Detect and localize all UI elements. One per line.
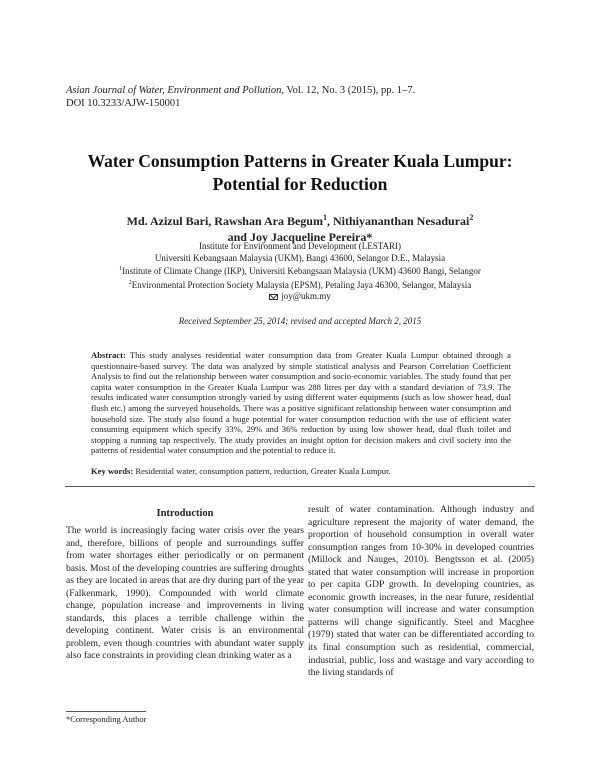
footnote-divider [66,711,146,712]
doi: DOI 10.3233/AJW-150001 [66,98,181,109]
author-1: Md. Azizul Bari, [126,214,215,228]
introduction-right-column: result of water contamination. Although industry and agriculture represent the majority of water demand, the proportion of household consumption in overall water consumption ranges from 10-30% in developed countries (Millock and Nauges, 2010). Bengtsson et al. (2005) stated that water consumption will increase in proportion to per capita GDP growth. In developing countries, as economic growth increases, in the near future, residential water consumption will increase and water consumption patterns will change significantly. Steel and Macghee (1979) stated that water can be differentiated according to its final consumption such as residential, commercial, industrial, public, loss and wastage and vary according to the living standards of [308,504,534,679]
affiliation-2: $^2$Environmental Protection Society Malaysia (EPSM), Petaling Jaya 46300, Selangor, Malaysia [128,279,472,290]
abstract-text: This study analyses residential water consumption data from Greater Kuala Lumpur obtained through a questionnaire-based survey. The data was analyzed by simple statistical analysis and Pearson Correlation Coefficient Analysis to find out the relationship between water consumption and socio-economic variables. The study found that per capita water consumption in the Greater Kuala Lumpur was 288 litres per day with a standard deviation of 73.9. The results indicated water consumption strongly varied by using different water equipments (such as low shower head, dual flush etc.) among the surveyed households. There was a positive significant relationship between water consumption and household size. The study also found a huge potential for water consumption reduction with the use of efficient water consuming equipment which specify 33%, 29% and 36% reduction by using low shower head, dual flush toilet and stopping a running tap respectively. The study provides an insight option for decision makers and civil society into the patterns of residential water consumption and the potential to reduce it. [91,350,511,456]
keywords-text: Residential water, consumption pattern, reduction, Greater Kuala Lumpur. [133,466,391,476]
affiliation-1: $^1$Institute of Climate Change (IKP), Universiti Kebangsaan Malaysia (UKM) 43600 Bangi, Selangor [119,266,481,276]
author-3: , Nithiyananthan Nesadurai [326,214,470,228]
received-dates: Received September 25, 2014; revised and accepted March 2, 2015 [178,316,422,326]
paper-title [40,150,560,196]
footnote: *Corresponding Author [66,714,147,724]
author-list [40,210,560,245]
keywords [91,466,511,476]
abstract [91,350,511,456]
author-2: Rawshan Ara Begum [214,214,323,228]
email-address[interactable]: joy@ukm.my [281,291,331,301]
journal-citation [66,84,415,97]
authors-line-1 [40,210,560,229]
introduction-heading: Introduction [156,508,214,519]
email-line [40,291,560,303]
authors-line-2: and Joy Jacqueline Pereira* [227,230,373,244]
envelope-icon [269,294,278,300]
affiliation-0-line-2: Universiti Kebangsaan Malaysia (UKM), Bangi 43600, Selangor D.E., Malaysia [154,252,446,263]
affiliation-0-line-1: Institute for Environment and Development (LESTARI) [199,241,401,251]
section-divider [65,486,535,487]
title-line-1: Water Consumption Patterns in Greater Kuala Lumpur: [87,151,513,171]
keywords-label: Key words: [91,466,134,476]
author-2-sup: 1 [322,213,327,222]
affiliations [40,241,560,303]
journal-issue: Vol. 12, No. 3 (2015), pp. 1–7. [283,85,416,96]
introduction-left-column: The world is increasingly facing water crisis over the years and, therefore, billions of people and surroundings suffer from water shortages either periodically or on permanent basis. Most of the developing countries are suffering droughts as they are located in areas that are dry during part of the year (Falkenmark, 1990). Compounded with world climate change, population increase and improvements in living standards, this places a terrible challenge within the developing continent. Water crisis is an environmental problem, even though countries with abundant water supply also face constraints in providing clean drinking water as a [66,525,304,662]
journal-name: Asian Journal of Water, Environment and Pollution, [66,85,284,96]
abstract-label: Abstract: [91,350,126,360]
title-line-2: Potential for Reduction [212,174,388,194]
author-3-sup: 2 [469,213,474,222]
